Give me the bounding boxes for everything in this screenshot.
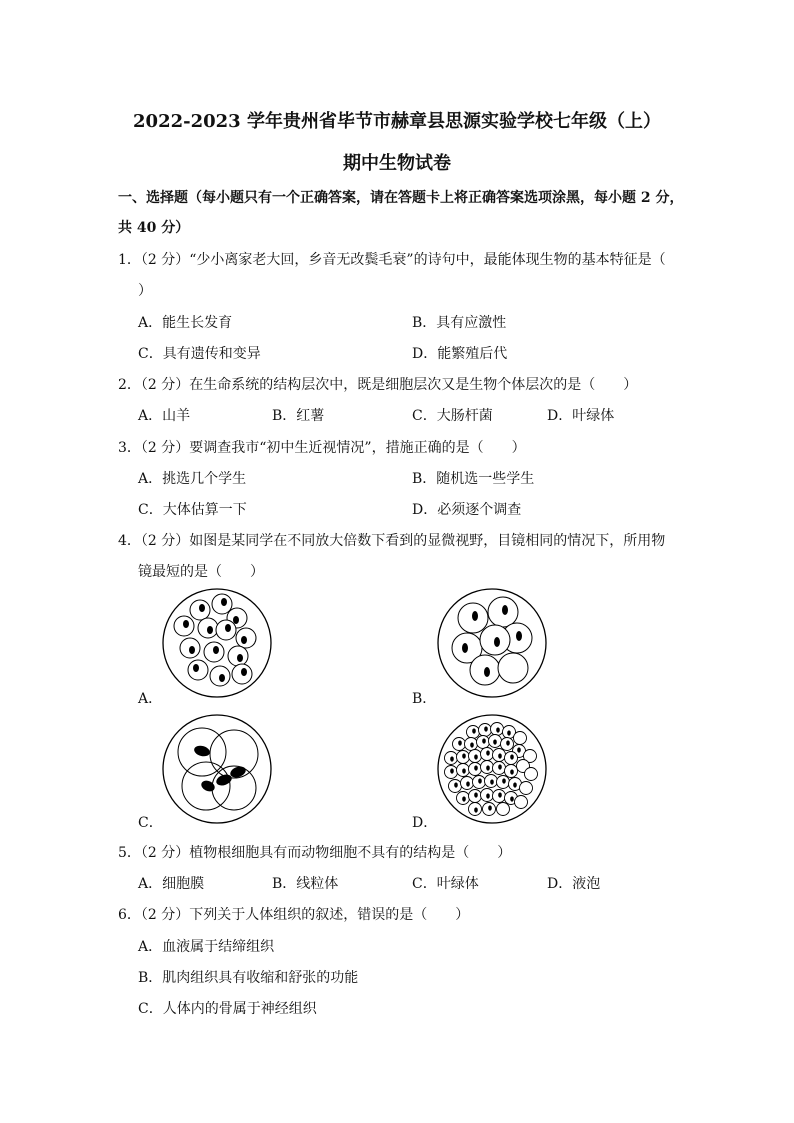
page-title: 2022-2023 学年贵州省毕节市赫章县思源实验学校七年级（上） xyxy=(133,111,661,132)
microscope-view-c xyxy=(162,714,272,824)
question-2-stem: 2．（2 分）在生命系统的结构层次中，既是细胞层次又是生物个体层次的是（ ） xyxy=(118,377,638,393)
question-3-option-c[interactable]: C．大体估算一下 xyxy=(138,502,247,518)
question-2-option-d[interactable]: D．叶绿体 xyxy=(547,408,615,424)
question-4-option-b[interactable]: B． xyxy=(412,691,437,707)
question-6-option-b[interactable]: B．肌肉组织具有收缩和舒张的功能 xyxy=(138,970,359,986)
question-2-option-b[interactable]: B．红薯 xyxy=(272,408,325,424)
question-5-option-a[interactable]: A．细胞膜 xyxy=(138,876,205,892)
question-6-option-c[interactable]: C．人体内的骨属于神经组织 xyxy=(138,1001,317,1017)
question-5-option-d[interactable]: D．液泡 xyxy=(547,876,601,892)
question-1-option-a[interactable]: A．能生长发育 xyxy=(138,315,233,331)
question-6-option-a[interactable]: A．血液属于结缔组织 xyxy=(138,939,275,955)
question-5-stem: 5．（2 分）植物根细胞具有而动物细胞不具有的结构是（ ） xyxy=(118,845,512,861)
microscope-view-d xyxy=(437,714,547,824)
question-2-option-c[interactable]: C．大肠杆菌 xyxy=(412,408,493,424)
question-4-stem-cont: 镜最短的是（ ） xyxy=(138,564,264,580)
question-4-option-a[interactable]: A． xyxy=(138,691,163,707)
question-2-option-a[interactable]: A．山羊 xyxy=(138,408,191,424)
question-1-option-c[interactable]: C．具有遗传和变异 xyxy=(138,346,261,362)
section-heading-cont: 共 40 分） xyxy=(118,220,190,236)
question-3-option-a[interactable]: A．挑选几个学生 xyxy=(138,471,247,487)
question-3-option-d[interactable]: D．必须逐个调查 xyxy=(412,502,522,518)
question-5-option-c[interactable]: C．叶绿体 xyxy=(412,876,479,892)
microscope-view-b xyxy=(437,588,547,698)
microscope-view-a xyxy=(162,588,272,698)
question-1-stem: 1．（2 分）“少小离家老大回，乡音无改鬓毛衰”的诗句中，最能体现生物的基本特征是（ xyxy=(118,252,666,268)
page-subtitle: 期中生物试卷 xyxy=(343,153,451,174)
question-1-option-b[interactable]: B．具有应激性 xyxy=(412,315,507,331)
question-5-option-b[interactable]: B．线粒体 xyxy=(272,876,339,892)
question-4-stem: 4．（2 分）如图是某同学在不同放大倍数下看到的显微视野，目镜相同的情况下，所用物 xyxy=(118,533,666,549)
question-3-option-b[interactable]: B．随机选一些学生 xyxy=(412,471,535,487)
question-4-option-d[interactable]: D． xyxy=(412,815,438,831)
question-4-option-c[interactable]: C． xyxy=(138,815,163,831)
question-6-stem: 6．（2 分）下列关于人体组织的叙述，错误的是（ ） xyxy=(118,907,470,923)
section-heading: 一、选择题（每小题只有一个正确答案，请在答题卡上将正确答案选项涂黑，每小题 2 分， xyxy=(118,190,684,206)
question-3-stem: 3．（2 分）要调查我市“初中生近视情况”，措施正确的是（ ） xyxy=(118,440,526,456)
question-1-option-d[interactable]: D．能繁殖后代 xyxy=(412,346,508,362)
question-1-stem-cont: ） xyxy=(138,283,152,299)
